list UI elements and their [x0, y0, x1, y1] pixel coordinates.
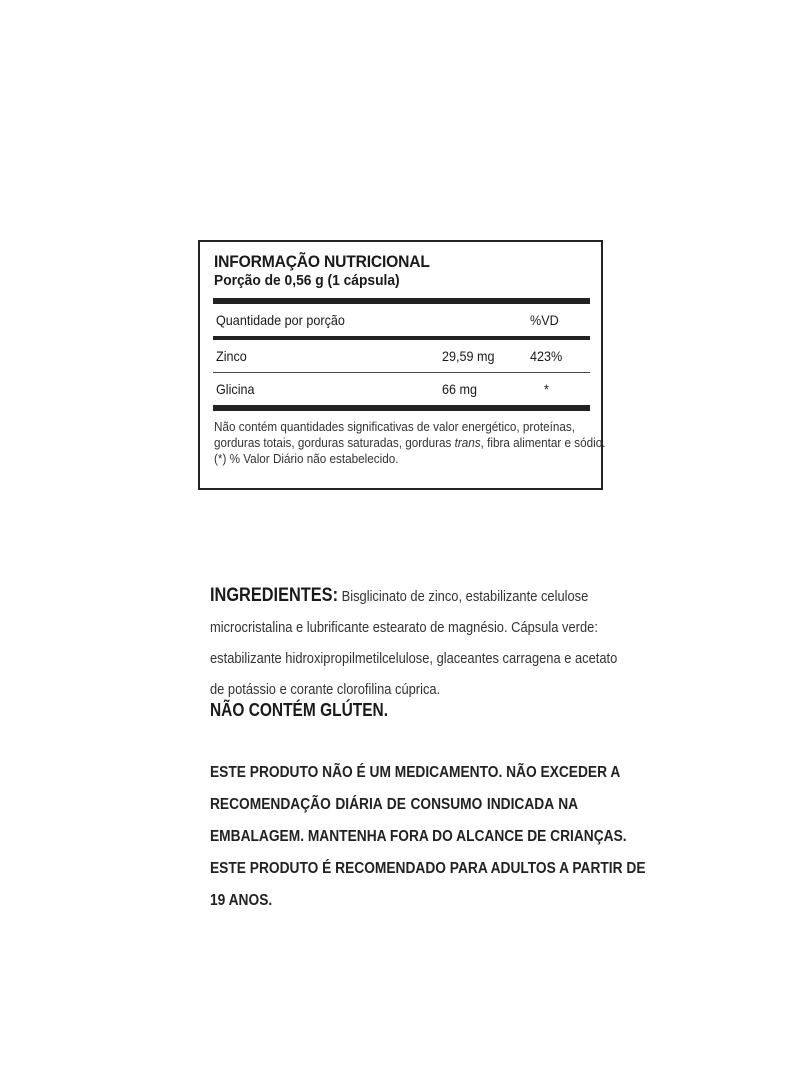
nutrition-facts-table: [198, 240, 606, 490]
warning-line: ESTE PRODUTO NÃO É UM MEDICAMENTO. NÃO EXCEDER A: [210, 764, 621, 781]
footnote-line-2: gorduras totais, gorduras saturadas, gorduras trans, fibra alimentar e sódio.: [214, 435, 606, 450]
ingredients-line: INGREDIENTES: Bisglicinato de zinco, estabilizante celulose: [210, 585, 589, 606]
table-row-glicina: [214, 373, 589, 405]
nutrition-title: INFORMAÇÃO NUTRICIONAL: [214, 252, 430, 271]
warning-line: EMBALAGEM. MANTENHA FORA DO ALCANCE DE CRIANÇAS.: [210, 828, 627, 845]
ingredients-label: INGREDIENTES:: [210, 585, 339, 606]
warning-line: ESTE PRODUTO É RECOMENDADO PARA ADULTOS A PARTIR DE: [210, 860, 646, 877]
warning-line: RECOMENDAÇÃO DIÁRIA DE CONSUMO INDICADA NA: [210, 796, 579, 813]
warning-section: [210, 757, 646, 917]
divider-thick: [213, 405, 590, 411]
ingredients-line: microcristalina e lubrificante estearato de magnésio. Cápsula verde:: [210, 619, 598, 636]
ingredients-line: estabilizante hidroxipropilmetilcelulose, glaceantes carragena e acetato: [210, 650, 618, 667]
nutrient-name: Glicina: [216, 381, 255, 397]
table-header-row: [214, 304, 589, 336]
nutrient-amount: 66 mg: [442, 381, 478, 397]
ingredients-line: de potássio e corante clorofilina cúprica.: [210, 681, 441, 698]
nutrient-amount: 29,59 mg: [442, 348, 495, 364]
portion-size: Porção de 0,56 g (1 cápsula): [214, 272, 400, 289]
nutrient-vd: 423%: [530, 348, 563, 364]
ingredients-section: [210, 580, 618, 705]
warning-line: 19 ANOS.: [210, 892, 273, 909]
nutrition-footnote: [214, 419, 606, 467]
trans-italic: trans: [454, 435, 481, 450]
header-vd: %VD: [530, 312, 559, 328]
footnote-line-3: (*) % Valor Diário não estabelecido.: [214, 451, 399, 466]
table-row-zinco: [214, 340, 589, 372]
nutrient-name: Zinco: [216, 348, 247, 364]
gluten-notice: NÃO CONTÉM GLÚTEN.: [210, 700, 389, 720]
header-quantity: Quantidade por porção: [216, 312, 345, 328]
nutrient-vd: *: [544, 381, 549, 397]
footnote-line-1: Não contém quantidades significativas de valor energético, proteínas,: [214, 419, 575, 434]
